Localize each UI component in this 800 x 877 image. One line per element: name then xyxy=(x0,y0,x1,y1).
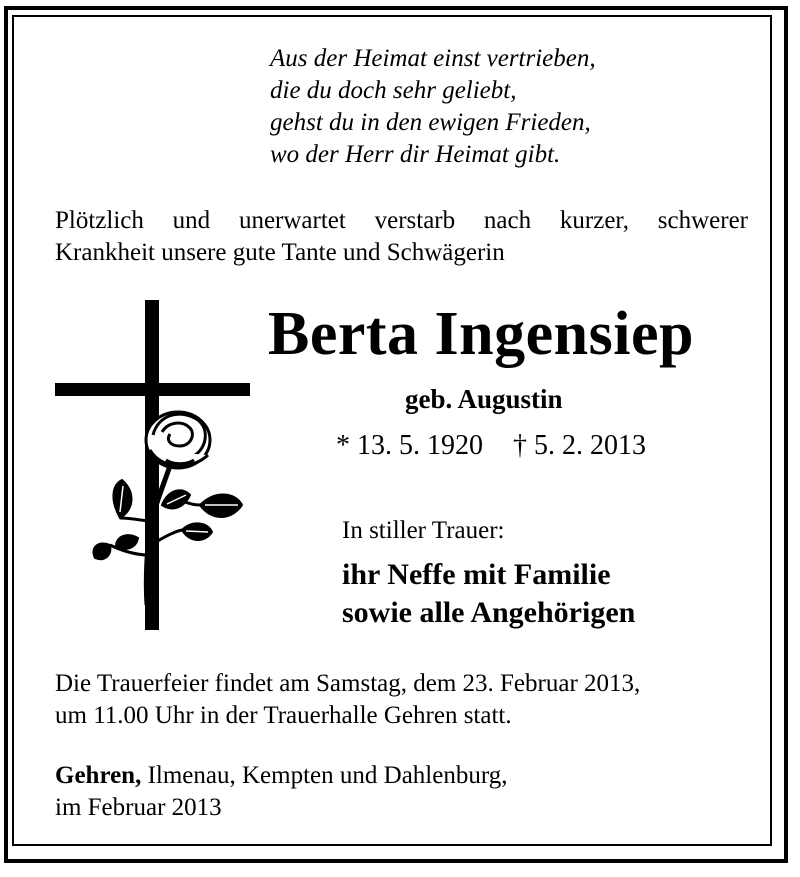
intro-line: Plötzlich und unerwartet verstarb nach kurzer, schwerer xyxy=(55,207,748,234)
maiden-name: geb. Augustin xyxy=(405,384,563,414)
intro-line: Krankheit unsere gute Tante und Schwägerin xyxy=(55,239,505,266)
place-town-bold: Gehren, xyxy=(55,762,142,789)
poem-line: Aus der Heimat einst vertrieben, xyxy=(270,45,596,72)
funeral-notice xyxy=(55,668,640,732)
intro-text xyxy=(55,205,748,269)
place-other-towns: Ilmenau, Kempten und Dahlenburg, xyxy=(141,762,508,789)
deceased-name: Berta Ingensiep xyxy=(268,300,694,368)
death-date: † 5. 2. 2013 xyxy=(513,430,646,461)
poem-line: wo der Herr dir Heimat gibt. xyxy=(270,141,561,168)
funeral-line: um 11.00 Uhr in der Trauerhalle Gehren statt. xyxy=(55,702,512,729)
mourner-line: ihr Neffe mit Familie xyxy=(342,558,611,591)
mourning-label: In stiller Trauer: xyxy=(342,517,505,544)
mourners-list xyxy=(342,556,635,632)
mourner-line: sowie alle Angehörigen xyxy=(342,596,636,629)
place-line xyxy=(55,760,507,792)
poem-line: gehst du in den ewigen Frieden, xyxy=(270,109,591,136)
place-and-date xyxy=(55,760,507,824)
birth-date: * 13. 5. 1920 xyxy=(336,430,483,461)
poem xyxy=(270,43,596,171)
cross-with-rose-icon xyxy=(50,300,255,635)
notice-date: im Februar 2013 xyxy=(55,794,222,821)
life-dates xyxy=(336,428,646,464)
funeral-line: Die Trauerfeier findet am Samstag, dem 23. Februar 2013, xyxy=(55,670,641,697)
poem-line: die du doch sehr geliebt, xyxy=(270,77,517,104)
